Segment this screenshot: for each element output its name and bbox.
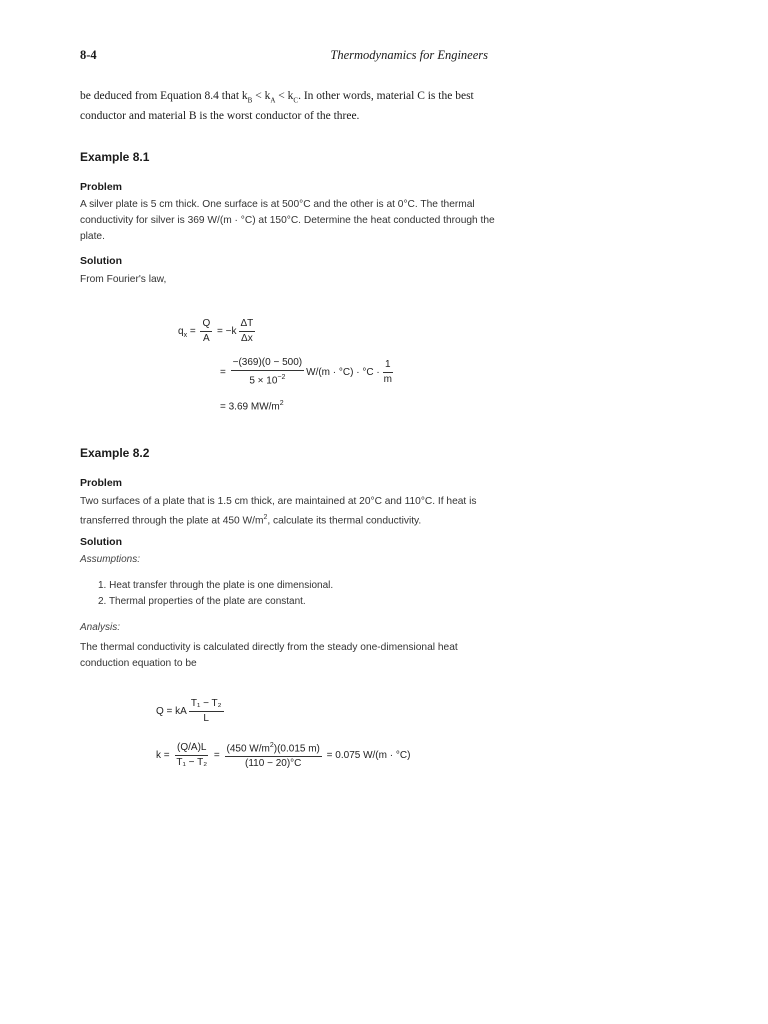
k-frac2 (225, 740, 322, 770)
substitution-equation (220, 357, 396, 387)
continuation-text-1: be deduced from Equation 8.4 that k (80, 90, 248, 102)
eq-q: q (178, 326, 184, 338)
eq2-units: W/(m · °C) · °C · (306, 366, 380, 378)
analysis-label: Analysis: (80, 622, 121, 633)
k-frac2-num (225, 740, 322, 757)
k-frac2-den: (110 − 20)°C (245, 758, 302, 770)
k-lhs: k = (156, 749, 173, 761)
continuation-text-2: . In other words, material C is the best conductor and material B is the worst conductor of the three. (80, 90, 474, 123)
example-8-1-title: Example 8.1 (80, 150, 150, 164)
conductivity-equation (156, 740, 410, 770)
example-8-1-solution-intro: From Fourier's law, (80, 274, 167, 285)
k-result: = 0.075 W/(m · °C) (323, 749, 411, 761)
continuation-paragraph (80, 88, 500, 124)
k-frac1-num: (Q/A)L (175, 742, 208, 756)
assumption-item: 1. Heat transfer through the plate is one dimensional. (98, 580, 334, 591)
hc-frac-num: T₁ − T₂ (189, 698, 224, 712)
example-8-1-solution-heading: Solution (80, 255, 122, 267)
k-equals: = (211, 749, 223, 761)
continuation-lt-2: < k (275, 90, 294, 102)
continuation-lt-1: < k (252, 90, 271, 102)
eq-frac2-num: ΔT (239, 318, 256, 332)
hc-frac-den: L (203, 713, 209, 724)
hc-frac (189, 698, 224, 725)
eq2-frac (231, 357, 305, 387)
assumption-item: 2. Thermal properties of the plate are constant. (98, 596, 306, 607)
example-8-2-problem-text (80, 494, 500, 529)
eq-frac-den: A (203, 333, 210, 344)
example-8-1-problem-text: A silver plate is 5 cm thick. One surface is at 500°C and the other is at 0°C. The thermal conductivity for silver is 369 W/(m · °C) at 150°C. Determine the heat conducted through the plate. (80, 199, 495, 242)
subscript-b: B (247, 96, 253, 105)
k-frac1-den: T₁ − T₂ (176, 756, 208, 768)
example-8-2-title: Example 8.2 (80, 446, 150, 460)
subscript-a: A (270, 96, 276, 105)
eq3-text: = 3.69 MW/m (220, 401, 280, 413)
analysis-text: The thermal conductivity is calculated directly from the steady one-dimensional heat conduction equation to be (80, 642, 458, 669)
hc-lhs: Q = kA (156, 706, 187, 718)
problem-text-b: , calculate its thermal conductivity. (267, 515, 422, 527)
result-equation (220, 400, 284, 412)
heat-conduction-equation (156, 698, 226, 725)
assumptions-label: Assumptions: (80, 554, 141, 565)
running-title: Thermodynamics for Engineers (330, 48, 488, 62)
eq-q-sub: x (183, 332, 188, 340)
k-frac1 (174, 742, 209, 769)
example-8-2-solution-heading: Solution (80, 536, 122, 548)
k-frac2-num-b: )(0.015 m) (273, 743, 320, 755)
eq2-frac-den (247, 371, 287, 387)
k-frac2-num-sup: 2 (269, 742, 274, 749)
problem-text-a: Two surfaces of a plate that is 1.5 cm thick, are maintained at 20°C and 110°C. If heat is transferred through the plate at 450 W/m (80, 496, 477, 527)
eq-frac-q-over-a (200, 318, 212, 345)
k-frac2-num-a: (450 W/m (226, 743, 270, 755)
eq-frac2-den: Δx (241, 333, 253, 344)
eq3-sup: 2 (279, 400, 284, 407)
eq2-frac-den-base: 5 × 10 (249, 375, 278, 387)
eq-frac-num: Q (200, 318, 212, 332)
eq2-frac-units (382, 359, 394, 386)
example-8-2-problem-heading: Problem (80, 477, 123, 489)
page-number: 8-4 (80, 48, 97, 62)
eq-minus-k: = −k (214, 326, 237, 338)
eq2-frac2-den: m (383, 373, 392, 385)
eq2-equals: = (220, 366, 229, 378)
eq2-frac-num: −(369)(0 − 500) (231, 357, 305, 371)
eq-equals: = (187, 326, 199, 338)
eq2-frac-den-exp: −2 (277, 374, 286, 381)
example-8-1-problem-heading: Problem (80, 181, 123, 193)
eq-frac-dt-dx (239, 318, 256, 345)
fourier-law-equation (178, 318, 257, 345)
problem-sup: 2 (263, 514, 268, 521)
subscript-c: C (293, 96, 299, 105)
eq2-frac2-num: 1 (383, 359, 393, 373)
